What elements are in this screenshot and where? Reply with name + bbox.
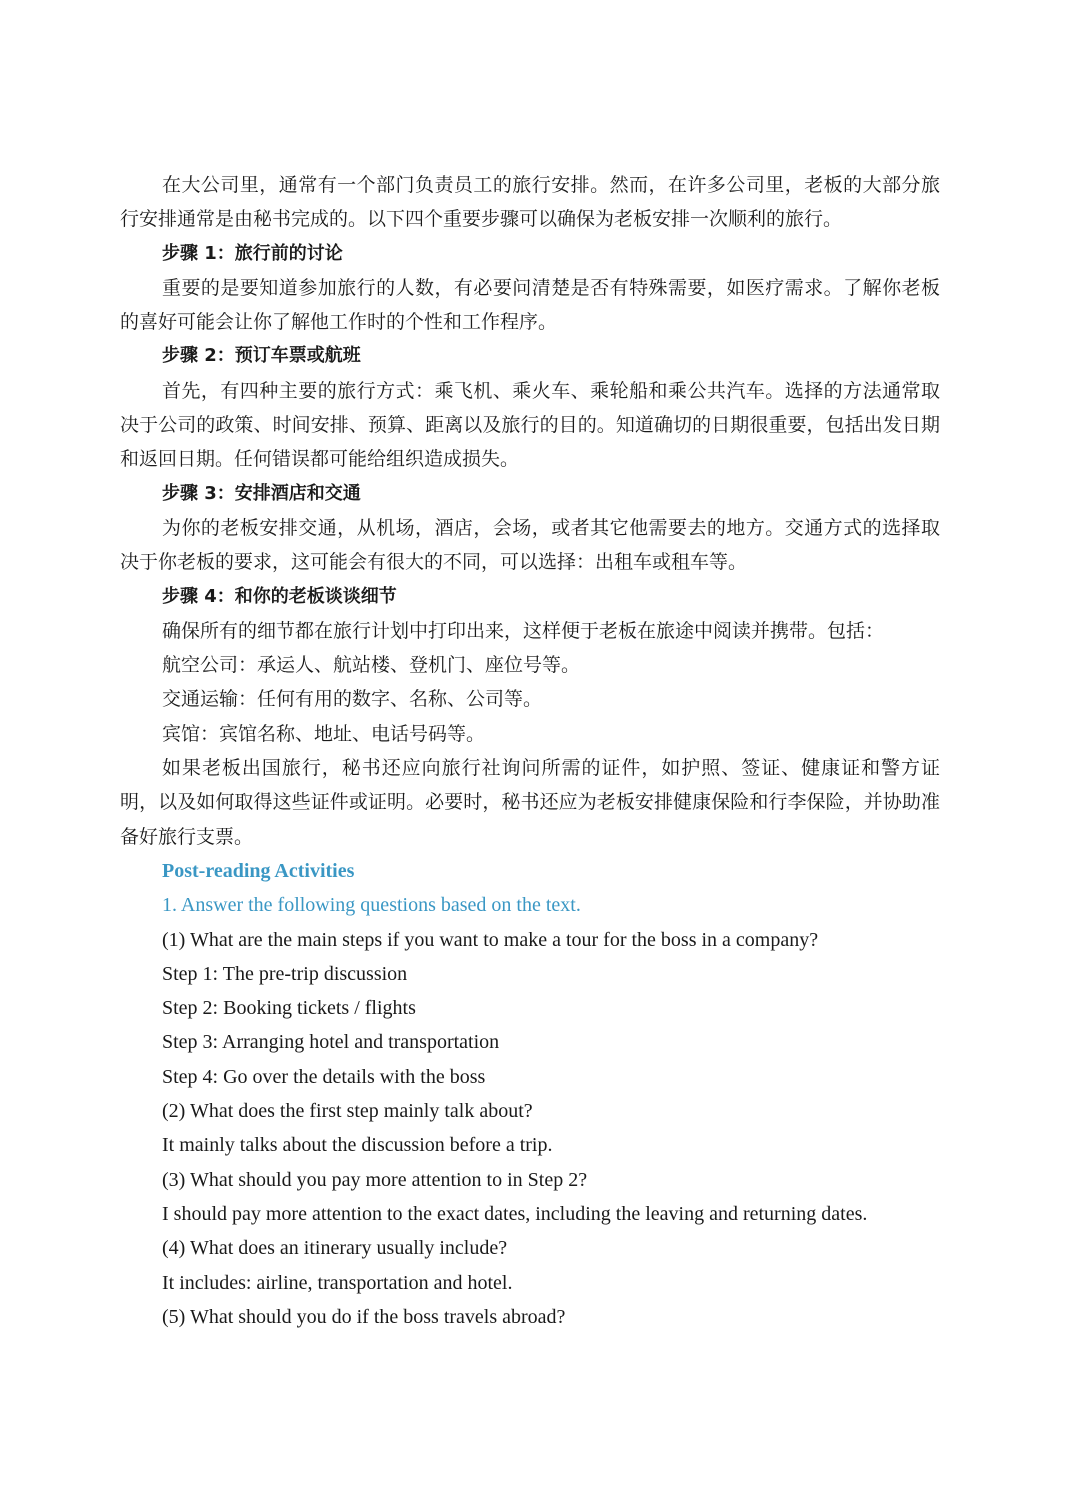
qa-line: (5) What should you do if the boss travels abroad? xyxy=(162,1305,566,1328)
abroad-paragraph: 如果老板出国旅行，秘书还应向旅行社询问所需的证件，如护照、签证、健康证和警方证明，以及如何取得这些证件或证明。必要时，秘书还应为老板安排健康保险和行李保险，并协助准备好旅行支票。 xyxy=(120,757,940,848)
step-4-heading: 步骤 4：和你的老板谈谈细节 xyxy=(162,585,397,607)
detail-airline: 航空公司：承运人、航站楼、登机门、座位号等。 xyxy=(162,654,581,677)
qa-line: (4) What does an itinerary usually include? xyxy=(162,1237,508,1260)
step-1-body: 重要的是要知道参加旅行的人数，有必要问清楚是否有特殊需要，如医疗需求。了解你老板的喜好可能会让你了解他工作时的个性和工作程序。 xyxy=(120,276,940,334)
step-4-body: 确保所有的细节都在旅行计划中打印出来，这样便于老板在旅途中阅读并携带。包括： xyxy=(162,619,885,642)
qa-line: It mainly talks about the discussion before a trip. xyxy=(162,1134,553,1157)
qa-line: Step 3: Arranging hotel and transportation xyxy=(162,1031,500,1054)
document-page xyxy=(120,168,940,1334)
step-3-body: 为你的老板安排交通，从机场，酒店，会场，或者其它他需要去的地方。交通方式的选择取决于你老板的要求，这可能会有很大的不同，可以选择：出租车或租车等。 xyxy=(120,516,940,574)
qa-line: Step 4: Go over the details with the boss xyxy=(162,1065,486,1088)
qa-line: (3) What should you pay more attention to in Step 2? xyxy=(162,1168,588,1191)
qa-line: It includes: airline, transportation and hotel. xyxy=(162,1271,513,1294)
step-2-body: 首先，有四种主要的旅行方式：乘飞机、乘火车、乘轮船和乘公共汽车。选择的方法通常取决于公司的政策、时间安排、预算、距离以及旅行的目的。知道确切的日期很重要，包括出发日期和返回日期。任何错误都可能给组织造成损失。 xyxy=(120,379,940,471)
qa-line: (1) What are the main steps if you want to make a tour for the boss in a company? xyxy=(162,928,819,951)
post-reading-task: 1. Answer the following questions based on the text. xyxy=(162,894,581,917)
detail-hotel: 宾馆：宾馆名称、地址、电话号码等。 xyxy=(162,722,486,745)
step-2-heading: 步骤 2：预订车票或航班 xyxy=(162,345,361,367)
qa-list xyxy=(120,923,940,1335)
step-1-heading: 步骤 1：旅行前的讨论 xyxy=(162,242,343,264)
post-reading-title: Post-reading Activities xyxy=(162,859,355,882)
intro-paragraph: 在大公司里，通常有一个部门负责员工的旅行安排。然而，在许多公司里，老板的大部分旅行安排通常是由秘书完成的。以下四个重要步骤可以确保为老板安排一次顺利的旅行。 xyxy=(120,174,940,231)
qa-line: (2) What does the first step mainly talk about? xyxy=(162,1100,533,1123)
qa-line: Step 1: The pre-trip discussion xyxy=(162,962,408,985)
detail-transportation: 交通运输：任何有用的数字、名称、公司等。 xyxy=(162,688,543,711)
qa-line: I should pay more attention to the exact dates, including the leaving and returning dates. xyxy=(162,1202,868,1225)
qa-line: Step 2: Booking tickets / flights xyxy=(162,997,416,1020)
step-3-heading: 步骤 3：安排酒店和交通 xyxy=(162,482,361,504)
